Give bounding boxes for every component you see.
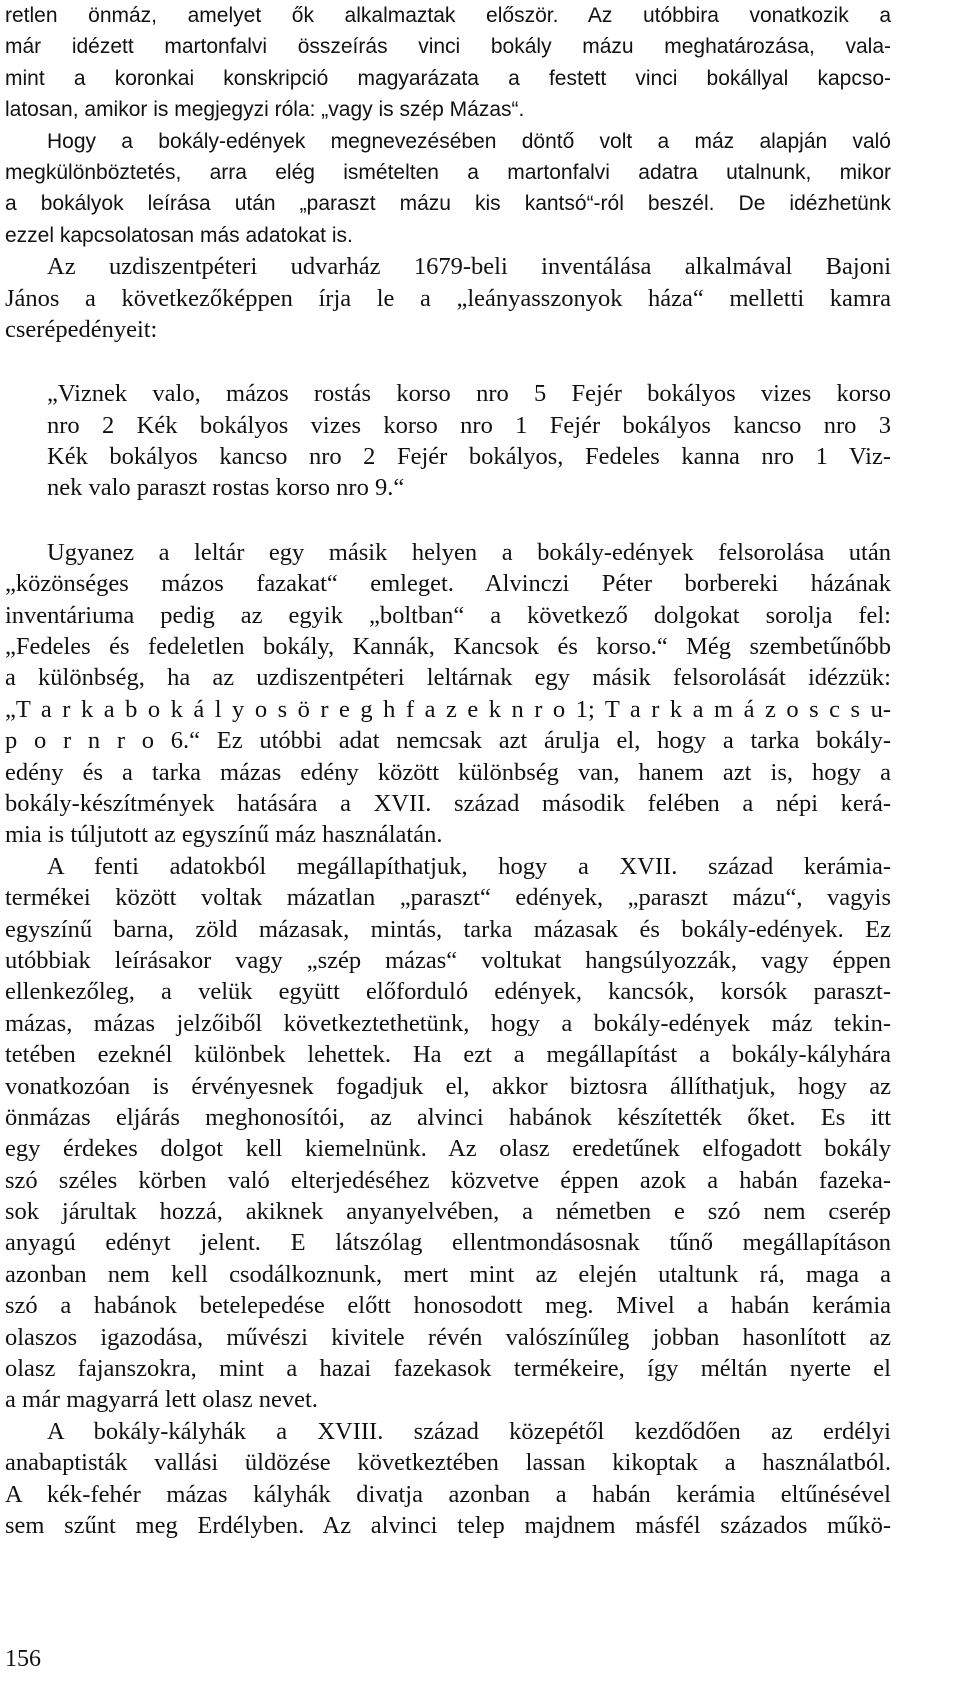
- text-line: sok járultak hozzá, akiknek anyanyelvében, a németben e szó nem cserép: [5, 1198, 891, 1226]
- text-line: tetében ezeknél különbek lehettek. Ha ezt a megállapítást a bokály-kályhára: [5, 1041, 891, 1069]
- paragraph-gap: [5, 504, 891, 537]
- text-line: mia is túljutott az egyszínű máz használatán.: [5, 821, 443, 849]
- text-line: a már magyarrá lett olasz nevet.: [5, 1386, 318, 1414]
- text-line: azonban nem kell csodálkoznunk, mert mint az elején utaltunk rá, maga a: [5, 1260, 891, 1288]
- text-line: bokály-készítmények hatására a XVII. század második felében a népi kerá-: [5, 789, 891, 817]
- text-line: A bokály-kályhák a XVIII. század közepétől kezdődően az erdélyi: [47, 1417, 891, 1445]
- text-line: termékei között voltak mázatlan „paraszt“ edények, „paraszt mázu“, vagyis: [5, 884, 891, 912]
- text-line: Ugyanez a leltár egy másik helyen a bokály-edények felsorolása után: [47, 538, 891, 566]
- text-line: anyagú edényt jelent. E látszólag ellentmondásosnak tűnő megállapításon: [5, 1229, 891, 1257]
- quote-line: „Viznek valo, mázos rostás korso nro 5 Fejér bokályos vizes korso: [47, 380, 891, 408]
- text-line: önmázas eljárás meghonosítói, az alvinci habánok készítették őket. Es itt: [5, 1103, 891, 1131]
- text-line: a bokályok leírása után „paraszt mázu kis kantsó“-ról beszél. De idézhetünk: [5, 192, 891, 216]
- text-line: Az uzdiszentpéteri udvarház 1679-beli inventálása alkalmával Bajoni: [47, 253, 891, 281]
- text-line: edény és a tarka mázas edény között különbség van, hanem azt is, hogy a: [5, 758, 891, 786]
- text-line: A kék-fehér mázas kályhák divatja azonban a habán kerámia eltűnésével: [5, 1480, 891, 1508]
- text-line: latosan, amikor is megjegyzi róla: „vagy is szép Mázas“.: [5, 98, 525, 122]
- text-line: mint a koronkai konskripció magyarázata a festett vinci bokállyal kapcso-: [5, 66, 891, 90]
- text-line: retlen önmáz, amelyet ők alkalmaztak először. Az utóbbira vonatkozik a: [5, 4, 891, 27]
- text-line: ellenkezőleg, a velük együtt előforduló edények, kancsók, korsók paraszt-: [5, 978, 891, 1006]
- text-line: János a következőképpen írja le a „leányasszonyok háza“ melletti kamra: [5, 284, 891, 312]
- text-line: A fenti adatokból megállapíthatjuk, hogy a XVII. század kerámia-: [47, 852, 891, 880]
- text-line: olasz fajanszokra, mint a hazai fazekasok termékeire, így méltán nyerte el: [5, 1355, 891, 1383]
- text-line: mázas, mázas jelzőiből következtethetünk, hogy a bokály-edények máz tekin-: [5, 1009, 891, 1037]
- text-line: már idézett martonfalvi összeírás vinci bokály mázu meghatározása, vala-: [5, 35, 891, 59]
- text-line: egyszínű barna, zöld mázasak, mintás, tarka mázasak és bokály-edények. Ez: [5, 915, 891, 943]
- text-line: megkülönböztetés, arra elég ismételten a martonfalvi adatra utalnunk, mikor: [5, 160, 891, 184]
- text-line: Hogy a bokály-edények megnevezésében döntő volt a máz alapján való: [47, 129, 891, 153]
- text-line: egy érdekes dolgot kell kiemelnünk. Az olasz eredetűnek elfogadott bokály: [5, 1135, 891, 1163]
- quote-line: Kék bokályos kancso nro 2 Fejér bokályos, Fedeles kanna nro 1 Viz-: [47, 443, 891, 471]
- text-line: utóbbiak leírásakor vagy „szép mázas“ voltukat hangsúlyozzák, vagy éppen: [5, 946, 891, 974]
- text-line: sem szűnt meg Erdélyben. Az alvinci telep majdnem másfél százados műkö-: [5, 1511, 891, 1539]
- text-line: „Fedeles és fedeletlen bokály, Kannák, Kancsok és korso.“ Még szembetűnőbb: [5, 633, 891, 661]
- text-line: a különbség, ha az uzdiszentpéteri leltárnak egy másik felsorolását idézzük:: [5, 664, 891, 692]
- text-line: „T a r k a b o k á l y o s ö r e g h f a z e k n r o 1; T a r k a m á z o s c s u-: [5, 695, 891, 723]
- text-line: „közönséges mázos fazakat“ emleget. Alvinczi Péter borbereki házának: [5, 570, 891, 598]
- quote-line: nro 2 Kék bokályos vizes korso nro 1 Fejér bokályos kancso nro 3: [47, 411, 891, 439]
- text-line: cserépedényeit:: [5, 315, 158, 343]
- page-number: 156: [5, 1646, 41, 1672]
- quote-line: nek valo paraszt rostas korso nro 9.“: [47, 474, 405, 502]
- text-line: olaszos igazodása, művészi kivitele révén valószínűleg jobban hasonlított az: [5, 1323, 891, 1351]
- text-line: szó széles körben való elterjedéséhez közvetve éppen azok a habán fazeka-: [5, 1166, 891, 1194]
- paragraph-gap: [5, 345, 891, 378]
- text-line: szó a habánok betelepedése előtt honosodott meg. Mivel a habán kerámia: [5, 1292, 891, 1320]
- text-line: anabaptisták vallási üldözése következtében lassan kikoptak a használatból.: [5, 1449, 891, 1477]
- text-line: vonatkozóan is érvényesnek fogadjuk el, akkor biztosra állíthatjuk, hogy az: [5, 1072, 891, 1100]
- document-page: [5, 0, 891, 1541]
- text-line: inventáriuma pedig az egyik „boltban“ a következő dolgokat sorolja fel:: [5, 601, 891, 629]
- text-line: p o r n r o 6.“ Ez utóbbi adat nemcsak azt árulja el, hogy a tarka bokály-: [5, 727, 891, 755]
- text-line: ezzel kapcsolatosan más adatokat is.: [5, 223, 353, 247]
